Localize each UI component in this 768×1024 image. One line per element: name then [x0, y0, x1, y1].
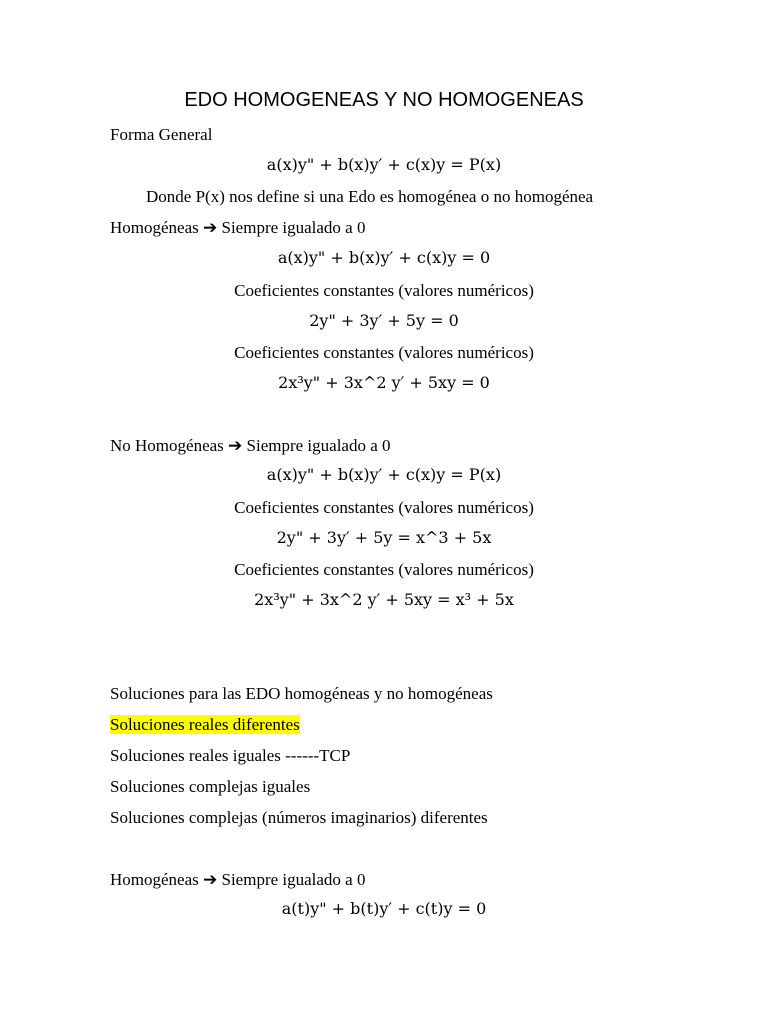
solucion-item-1 — [110, 716, 300, 733]
no-homogeneas-heading: No Homogéneas ➔ Siempre igualado a 0 — [110, 436, 391, 455]
coeficientes-label-2: Coeficientes constantes (valores numéricos) — [234, 343, 534, 362]
soluciones-heading: Soluciones para las EDO homogéneas y no homogéneas — [110, 684, 493, 703]
coeficientes-label-3: Coeficientes constantes (valores numéricos) — [234, 498, 534, 517]
homogeneas-heading: Homogéneas ➔ Siempre igualado a 0 — [110, 218, 366, 237]
coeficientes-label-1: Coeficientes constantes (valores numéricos) — [234, 281, 534, 300]
highlighted-text: Soluciones reales diferentes — [110, 715, 300, 734]
solucion-item-2: Soluciones reales iguales ------TCP — [110, 746, 351, 765]
equation-no-homogenea-example-2: 2x³y" + 3x^2 y′ + 5xy = x³ + 5x — [254, 590, 514, 609]
forma-general-label: Forma General — [110, 125, 213, 144]
equation-no-homogenea: a(x)y" + b(x)y′ + c(x)y = P(x) — [266, 465, 502, 484]
document-title: EDO HOMOGENEAS Y NO HOMOGENEAS — [184, 89, 584, 111]
equation-homogenea-example-1: 2y" + 3y′ + 5y = 0 — [309, 311, 459, 330]
solucion-item-4: Soluciones complejas (números imaginarios) diferentes — [110, 808, 488, 827]
equation-homogenea-example-2: 2x³y" + 3x^2 y′ + 5xy = 0 — [278, 373, 490, 392]
equation-no-homogenea-example-1: 2y" + 3y′ + 5y = x^3 + 5x — [276, 528, 492, 547]
equation-homogenea-t: a(t)y" + b(t)y′ + c(t)y = 0 — [281, 899, 487, 918]
equation-homogenea: a(x)y" + b(x)y′ + c(x)y = 0 — [277, 248, 491, 267]
homogeneas-heading-2: Homogéneas ➔ Siempre igualado a 0 — [110, 870, 366, 889]
equation-general: a(x)y" + b(x)y′ + c(x)y = P(x) — [266, 155, 502, 174]
donde-text: Donde P(x) nos define si una Edo es homogénea o no homogénea — [146, 187, 594, 206]
solucion-item-3: Soluciones complejas iguales — [110, 777, 311, 796]
coeficientes-label-4: Coeficientes constantes (valores numéricos) — [234, 560, 534, 579]
